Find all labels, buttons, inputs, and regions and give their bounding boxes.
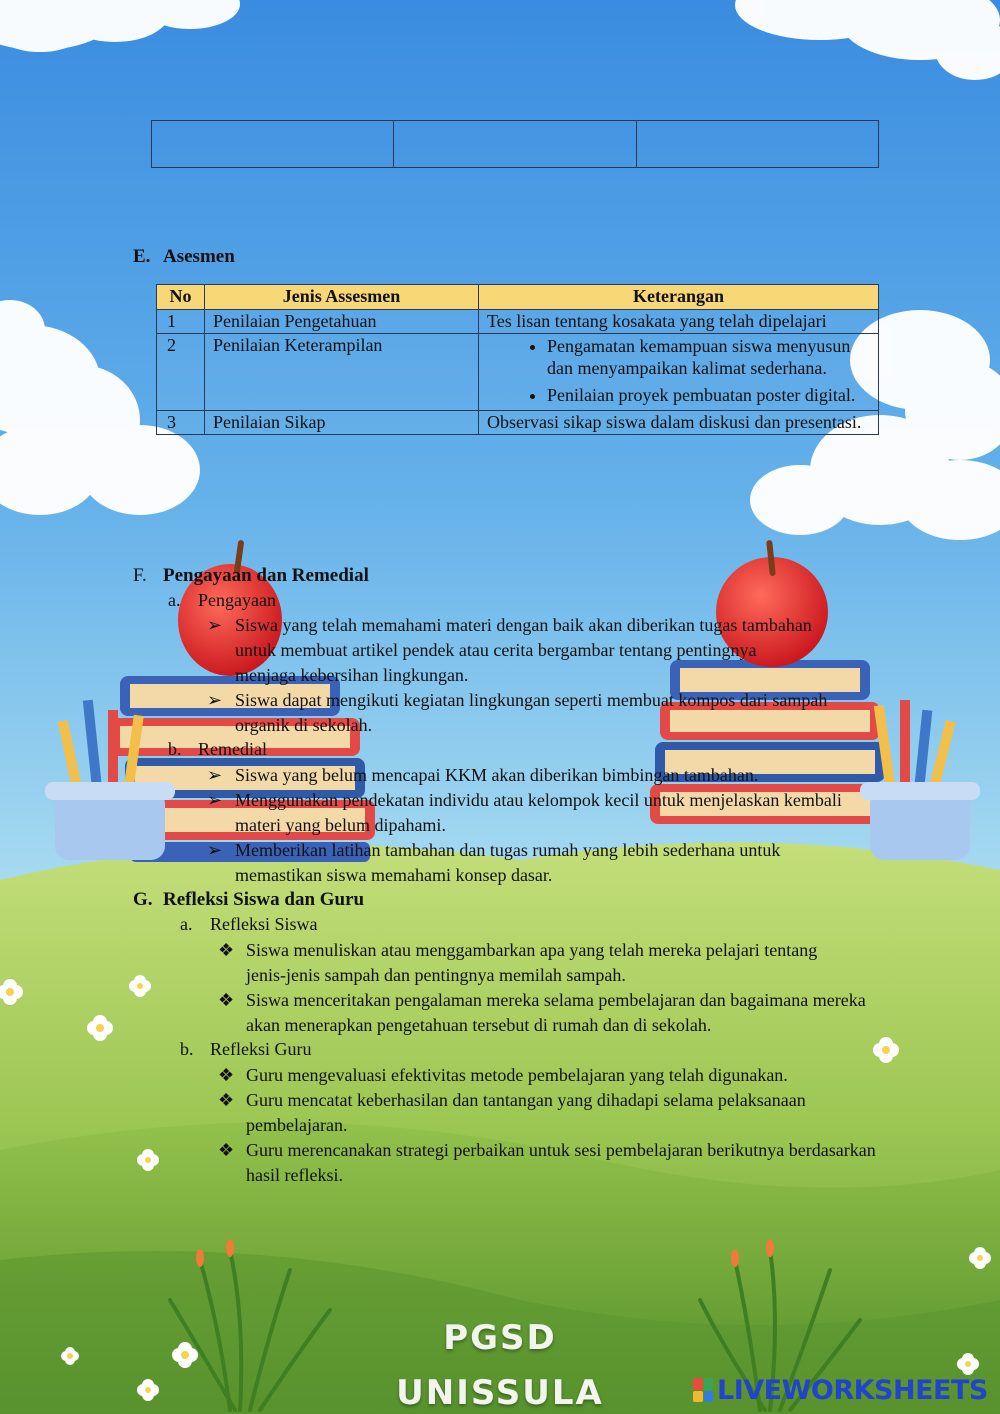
subsection-heading [180, 914, 318, 935]
table-header-row [157, 285, 879, 310]
cell-keterangan: Observasi sikap siswa dalam diskusi dan presentasi. [479, 411, 879, 435]
list-item-text: Siswa dapat mengikuti kegiatan lingkungan seperti membuat kompos dari sampah organik di sekolah. [235, 690, 828, 735]
cell-jenis: Penilaian Sikap [205, 411, 479, 435]
subsection-title: Refleksi Guru [210, 1039, 312, 1059]
table-cell [152, 121, 394, 168]
cell-no: 2 [157, 333, 205, 411]
header-jenis: Jenis Assesmen [205, 285, 479, 310]
list-item-text: Guru merencanakan strategi perbaikan untuk sesi pembelajaran berikutnya berdasarkan hasil refleksi. [246, 1140, 876, 1185]
arrow-bullet-icon: ➢ [207, 765, 223, 785]
subsection-letter: a. [168, 590, 181, 610]
diamond-bullet-icon: ❖ [218, 1140, 235, 1160]
table-cell [636, 121, 878, 168]
arrow-bullet-icon: ➢ [207, 840, 223, 860]
diamond-bullet-icon: ❖ [218, 940, 235, 960]
list-item [218, 988, 898, 1038]
table-cell [394, 121, 636, 168]
list-item [218, 1063, 898, 1088]
liveworksheets-logo[interactable] [693, 1374, 988, 1406]
section-title: Pengayaan dan Remedial [163, 565, 369, 586]
cell-no: 1 [157, 310, 205, 334]
arrow-bullet-icon: ➢ [207, 615, 223, 635]
section-title: Refleksi Siswa dan Guru [163, 889, 365, 910]
bullet-item: • Pengamatan kemampuan siswa menyusun dan menyampaikan kalimat sederhana. [547, 335, 870, 380]
list-item-text: Siswa yang telah memahami materi dengan baik akan diberikan tugas tambahan untuk membuat artikel pendek atau cerita bergambar tentang pentingnya menjaga kebersihan lingkungan. [235, 615, 812, 685]
arrow-bullet-icon: ➢ [207, 790, 223, 810]
subsection-title: Pengayaan [198, 590, 276, 610]
section-f-heading [133, 565, 369, 587]
list-item-text: Guru mencatat keberhasilan dan tantangan yang dihadapi selama pelaksanaan pembelajaran. [246, 1090, 806, 1135]
cell-keterangan [479, 333, 879, 411]
liveworksheets-text: LIVEWORKSHEETS [717, 1374, 988, 1406]
subsection-letter: b. [180, 1039, 194, 1059]
subsection-heading [168, 739, 267, 760]
list-item [207, 613, 817, 688]
table-row [157, 333, 879, 411]
list-item-text: Siswa menceritakan pengalaman mereka selama pembelajaran dan bagaimana mereka akan menerapkan pengetahuan tersebut di rumah dan di sekolah. [246, 990, 866, 1035]
asesmen-table [156, 284, 879, 435]
subsection-letter: b. [168, 739, 182, 759]
list-item-text: Siswa menuliskan atau menggambarkan apa yang telah mereka pelajari tentang jenis-jenis sampah dan pentingnya memilah sampah. [246, 940, 818, 985]
subsection-heading [180, 1039, 311, 1060]
section-letter: G. [133, 889, 153, 910]
liveworksheets-icon [693, 1378, 713, 1402]
subsection-title: Refleksi Siswa [210, 914, 318, 934]
list-item [218, 1138, 878, 1188]
list-item [207, 763, 867, 788]
diamond-bullet-icon: ❖ [218, 1090, 235, 1110]
cell-no: 3 [157, 411, 205, 435]
section-e-heading [133, 246, 235, 268]
bullet-item: • Penilaian proyek pembuatan poster digital. [547, 384, 870, 407]
cell-jenis: Penilaian Pengetahuan [205, 310, 479, 334]
header-no: No [157, 285, 205, 310]
cell-keterangan: Tes lisan tentang kosakata yang telah dipelajari [479, 310, 879, 334]
bullet-list [487, 335, 870, 407]
table-row [157, 411, 879, 435]
list-item-text: Menggunakan pendekatan individu atau kelompok kecil untuk menjelaskan kembali materi yang belum dipahami. [235, 790, 842, 835]
list-item [207, 688, 847, 738]
list-item-text: Siswa yang belum mencapai KKM akan diberikan bimbingan tambahan. [235, 765, 759, 785]
list-item-text: Guru mengevaluasi efektivitas metode pembelajaran yang telah digunakan. [246, 1065, 788, 1085]
list-item [207, 838, 867, 888]
list-item [218, 938, 858, 988]
cell-jenis: Penilaian Keterampilan [205, 333, 479, 411]
section-g-heading [133, 889, 364, 911]
subsection-letter: a. [180, 914, 193, 934]
watermark-line-2: UNISSULA [396, 1373, 604, 1413]
subsection-heading [168, 590, 276, 611]
list-item [207, 788, 867, 838]
subsection-title: Remedial [198, 739, 267, 759]
list-item [218, 1088, 898, 1138]
watermark-line-1: PGSD [443, 1318, 557, 1358]
list-item-text: Memberikan latihan tambahan dan tugas rumah yang lebih sederhana untuk memastikan siswa memahami konsep dasar. [235, 840, 781, 885]
section-letter: E. [133, 246, 151, 267]
section-title: Asesmen [163, 246, 235, 267]
diamond-bullet-icon: ❖ [218, 990, 235, 1010]
section-letter: F. [133, 565, 147, 586]
arrow-bullet-icon: ➢ [207, 690, 223, 710]
empty-table [151, 120, 879, 168]
table-row [157, 310, 879, 334]
header-keterangan: Keterangan [479, 285, 879, 310]
diamond-bullet-icon: ❖ [218, 1065, 235, 1085]
